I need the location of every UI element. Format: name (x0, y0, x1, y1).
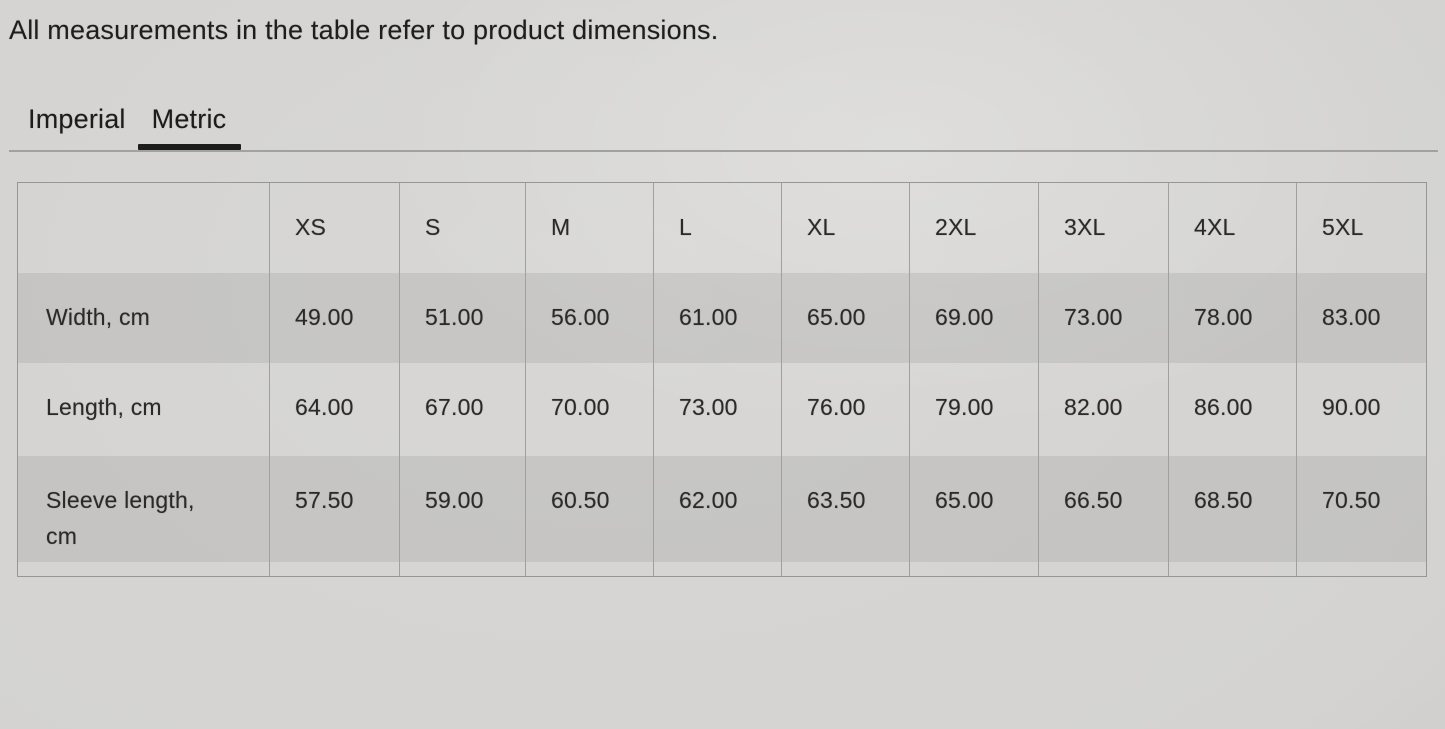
column-header-3xl: 3XL (1064, 214, 1106, 240)
table-cell: 49.00 (295, 304, 354, 330)
table-cell: 59.00 (425, 487, 484, 513)
column-header-2xl: 2XL (935, 214, 977, 240)
measurements-note: All measurements in the table refer to product dimensions. (9, 15, 719, 45)
table-cell: 61.00 (679, 304, 738, 330)
table-cell: 70.00 (551, 394, 610, 420)
column-header-4xl: 4XL (1194, 214, 1236, 240)
corner-cell (18, 183, 218, 273)
column-header-5xl: 5XL (1322, 214, 1364, 240)
table-cell: 68.50 (1194, 487, 1253, 513)
column-header-m: M (551, 214, 571, 240)
table-cell: 73.00 (679, 394, 738, 420)
table-cell: 56.00 (551, 304, 610, 330)
table-cell: 83.00 (1322, 304, 1381, 330)
tabs-divider (9, 150, 1438, 152)
tab-metric-label: Metric (151, 104, 227, 134)
tab-imperial[interactable]: Imperial (28, 104, 126, 134)
column-header-xs: XS (295, 214, 327, 240)
table-cell: 65.00 (935, 487, 994, 513)
row-label-width: Width, cm (46, 304, 151, 330)
table-cell: 62.00 (679, 487, 738, 513)
table-cell: 65.00 (807, 304, 866, 330)
table-cell: 78.00 (1194, 304, 1253, 330)
tab-metric[interactable] (152, 104, 227, 135)
table-cell: 76.00 (807, 394, 866, 420)
size-chart-grid (18, 183, 1426, 576)
table-cell: 69.00 (935, 304, 994, 330)
unit-tabs (28, 104, 226, 135)
column-header-l: L (679, 214, 692, 240)
row-label-length: Length, cm (46, 394, 162, 420)
table-cell: 90.00 (1322, 394, 1381, 420)
table-cell: 51.00 (425, 304, 484, 330)
table-cell: 73.00 (1064, 304, 1123, 330)
table-cell: 66.50 (1064, 487, 1123, 513)
size-chart-table (17, 182, 1427, 577)
table-cell: 64.00 (295, 394, 354, 420)
table-cell: 60.50 (551, 487, 610, 513)
row-label-sleeve-length: Sleeve length, cm (46, 487, 195, 549)
table-cell: 79.00 (935, 394, 994, 420)
column-header-s: S (425, 214, 441, 240)
table-cell: 70.50 (1322, 487, 1381, 513)
table-cell: 63.50 (807, 487, 866, 513)
table-cell: 67.00 (425, 394, 484, 420)
column-header-xl: XL (807, 214, 836, 240)
table-cell: 82.00 (1064, 394, 1123, 420)
table-cell: 57.50 (295, 487, 354, 513)
table-cell: 86.00 (1194, 394, 1253, 420)
